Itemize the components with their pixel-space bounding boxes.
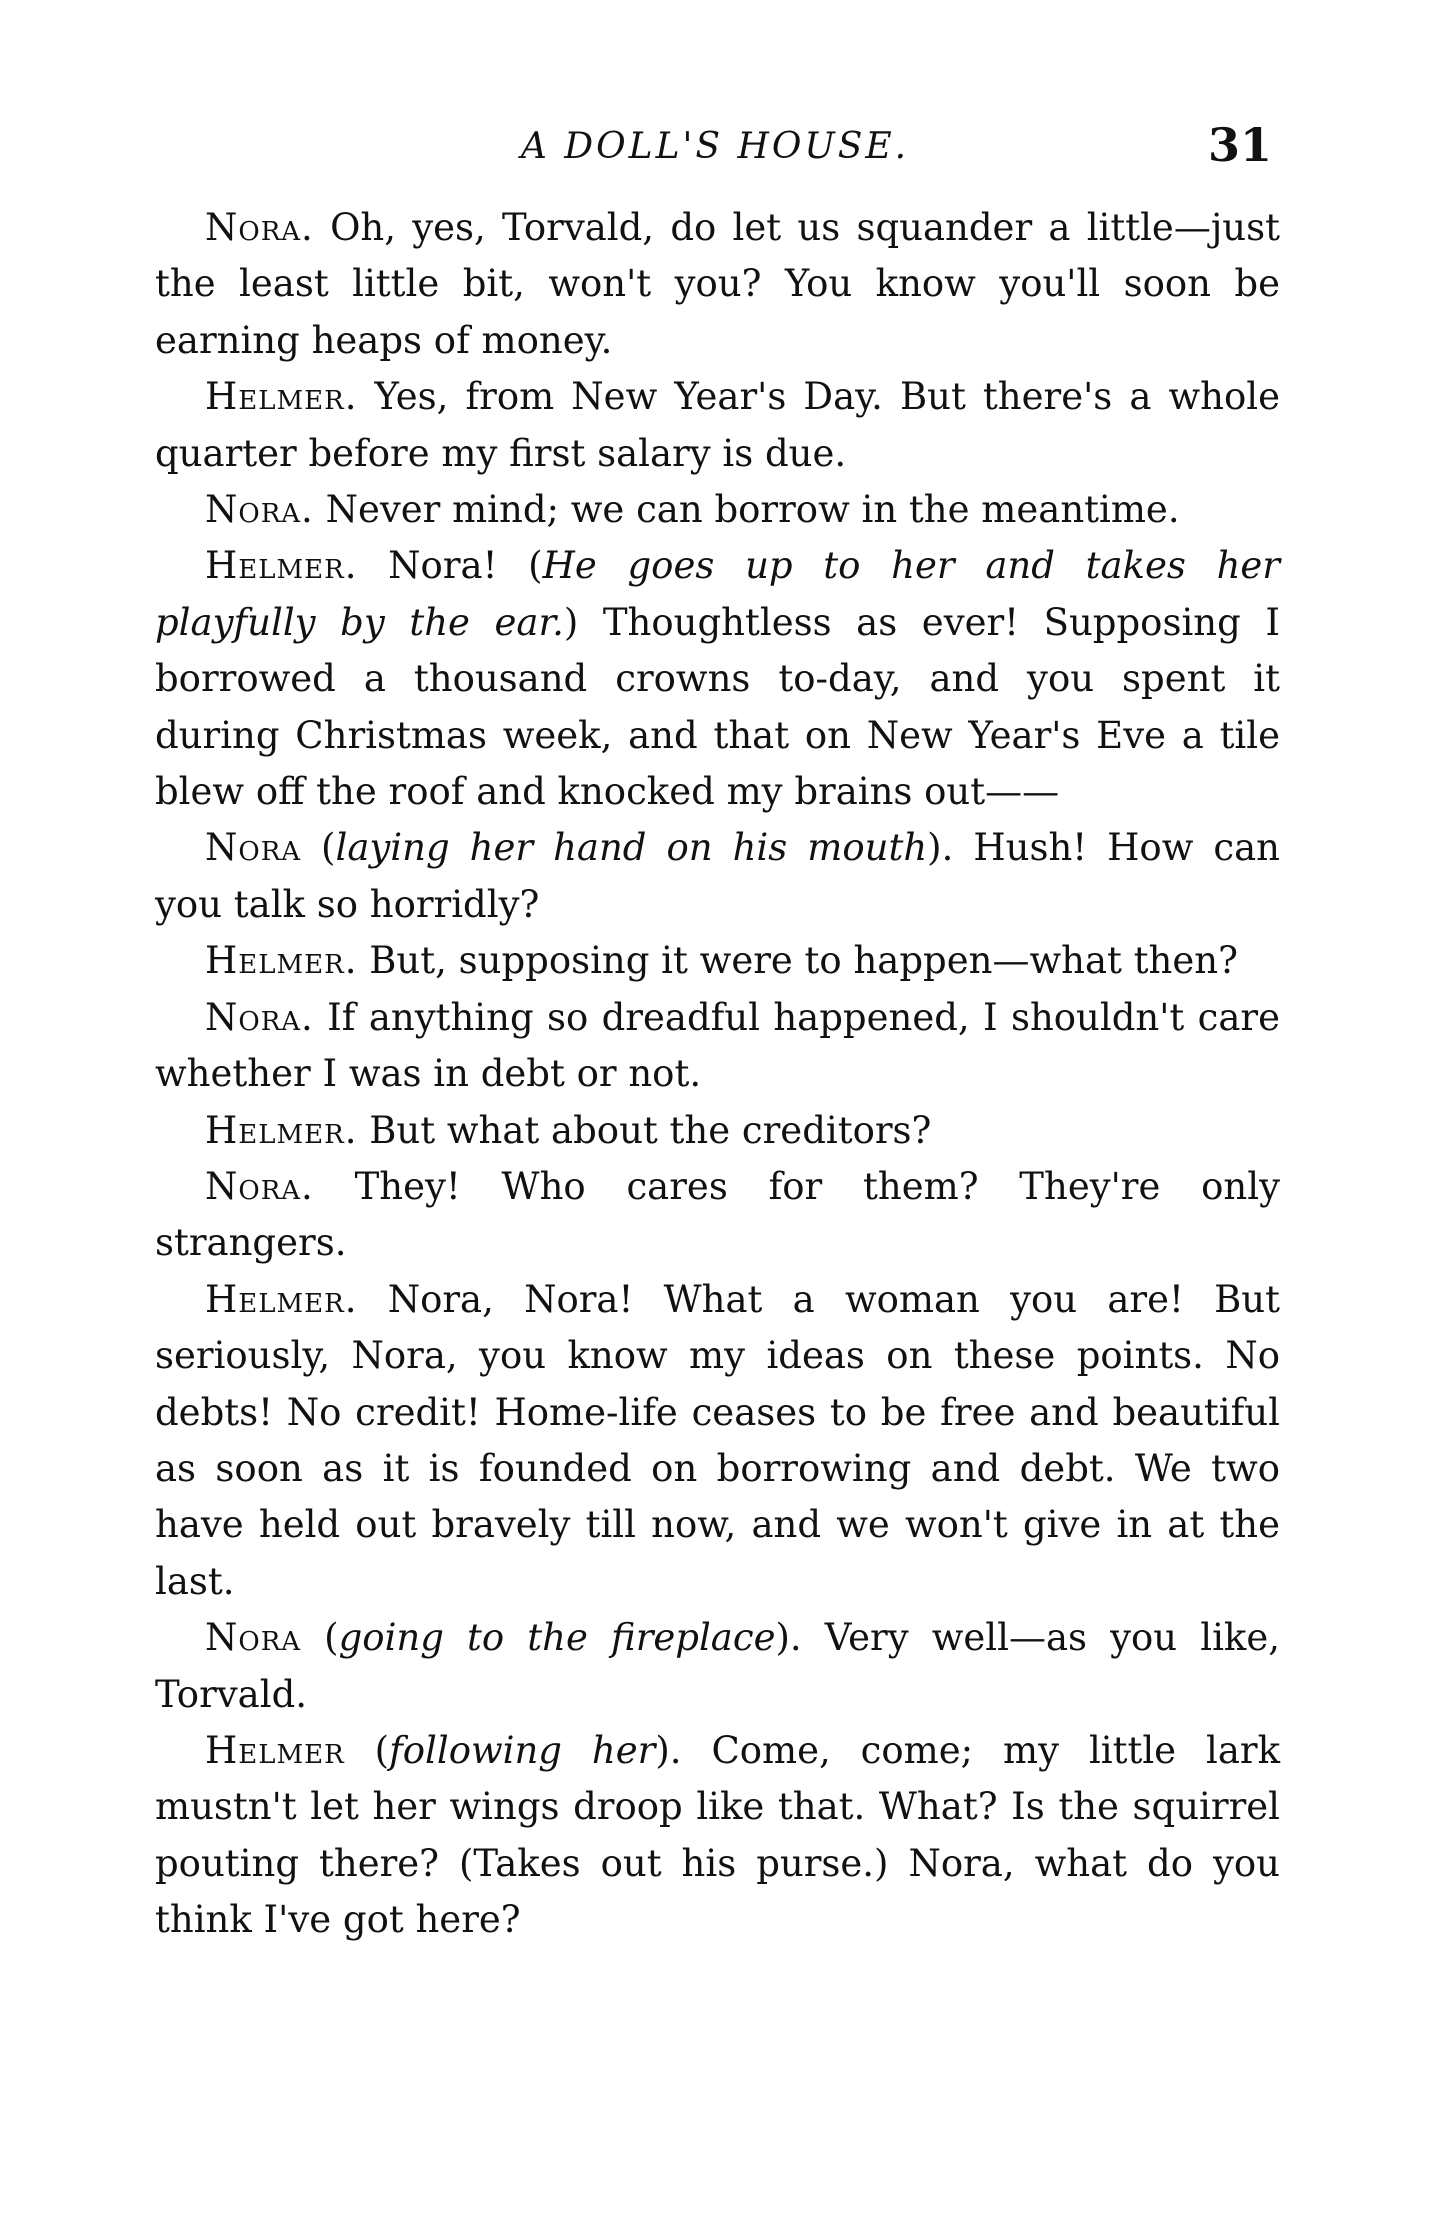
speech-prefix: ( — [301, 1616, 339, 1660]
stage-direction: going to the fireplace — [338, 1616, 776, 1660]
speech-paragraph — [155, 1272, 1280, 1610]
speech-paragraph — [155, 1159, 1280, 1272]
speaker-name: Helmer. — [205, 375, 358, 419]
running-title: A DOLL'S HOUSE. — [520, 126, 910, 167]
speech-text: Oh, yes, Torvald, do let us squander a little—just the least little bit, won't you? You know you'll soon be earning heaps of money. — [155, 206, 1280, 362]
speaker-name: Helmer. — [205, 1277, 358, 1321]
speech-paragraph — [155, 933, 1280, 989]
speech-paragraph — [155, 820, 1280, 933]
stage-direction: He goes up to her and takes her playfully by the ear. — [155, 544, 1280, 644]
dialogue-body — [155, 200, 1280, 1949]
speech-text: Never mind; we can borrow in the meantime. — [313, 488, 1180, 532]
speech-text: ). Come, come; my little lark mustn't let her wings droop like that. What? Is the squirrel pouting there? (Takes out his purse.) Nora, what do you think I've got here? — [155, 1728, 1280, 1942]
speech-text: If anything so dreadful happened, I shouldn't care whether I was in debt or not. — [155, 995, 1280, 1096]
speaker-name: Nora — [205, 826, 302, 870]
speech-paragraph — [155, 200, 1280, 369]
speech-paragraph — [155, 990, 1280, 1103]
speech-text: They! Who cares for them? They're only strangers. — [155, 1164, 1280, 1265]
speech-text: But what about the creditors? — [357, 1108, 932, 1152]
speech-prefix: Nora! ( — [357, 544, 543, 588]
page-number: 31 — [1207, 118, 1272, 172]
speech-paragraph — [155, 538, 1280, 820]
stage-direction: following her — [389, 1728, 656, 1772]
speech-text: Nora, Nora! What a woman you are! But seriously, Nora, you know my ideas on these points. No debts! No credit! Home-life ceases to be free and beautiful as soon as it is founded on borrowing and debt. We two have held out bravely till now, and we won't give in at the last. — [155, 1277, 1280, 1603]
speaker-name: Nora. — [205, 1164, 314, 1208]
speech-paragraph — [155, 1610, 1280, 1723]
speaker-name: Nora. — [205, 488, 314, 532]
speech-prefix: ( — [301, 826, 336, 870]
speech-text: ). Hush! How can you talk so horridly? — [155, 826, 1280, 926]
speaker-name: Nora — [205, 1616, 302, 1660]
speech-text: Yes, from New Year's Day. But there's a whole quarter before my first salary is due. — [155, 375, 1280, 475]
speaker-name: Helmer. — [205, 544, 358, 588]
speaker-name: Helmer. — [205, 1108, 358, 1152]
speech-prefix: ( — [344, 1728, 390, 1772]
page-header — [150, 118, 1280, 178]
speech-paragraph — [155, 369, 1280, 482]
speech-paragraph — [155, 1103, 1280, 1159]
speech-text: But, supposing it were to happen—what then? — [357, 939, 1238, 983]
speaker-name: Nora. — [205, 206, 314, 249]
speech-text: ). Very well—as you like, Torvald. — [155, 1616, 1280, 1716]
speaker-name: Helmer — [205, 1728, 345, 1772]
speaker-name: Nora. — [205, 995, 314, 1039]
speaker-name: Helmer. — [205, 939, 358, 983]
speech-text: ) Thoughtless as ever! Supposing I borrowed a thousand crowns to-day, and you spent it during Christmas week, and that on New Year's Eve a tile blew off the roof and knocked my brains out—— — [155, 600, 1280, 814]
speech-paragraph — [155, 482, 1280, 538]
speech-paragraph — [155, 1723, 1280, 1949]
stage-direction: laying her hand on his mouth — [335, 826, 928, 870]
